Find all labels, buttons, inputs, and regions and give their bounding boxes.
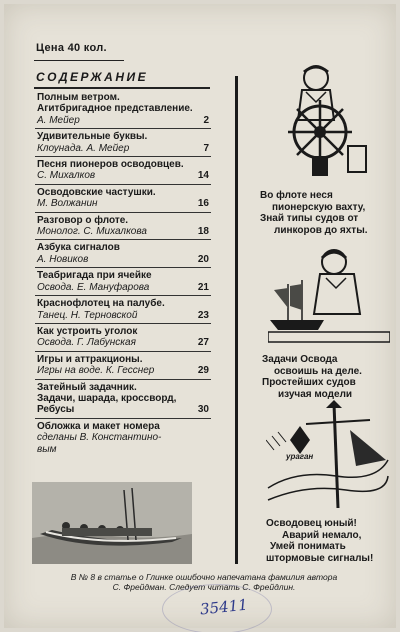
caption-line: Аварий немало, — [282, 529, 362, 541]
toc-entry-title: Удивительные буквы. — [37, 131, 148, 143]
toc-entry-page: 18 — [197, 226, 209, 238]
toc-entry — [37, 215, 209, 241]
toc-entry-title: Игры и аттракционы. — [37, 353, 143, 365]
toc-entry-author: Ребусы — [37, 404, 75, 416]
sailor-ship-model-illustration — [268, 244, 390, 344]
table-of-contents — [37, 92, 209, 460]
toc-entry-title: Обложка и макет номера — [37, 420, 160, 432]
price-label: Цена 40 кол. — [36, 42, 107, 54]
toc-entry-title: Затейный задачник. — [37, 381, 137, 393]
caption-line: Задачи Освода — [262, 354, 338, 365]
erratum-line: С. Фрейдман. Следует читать С. Фрейдлин. — [112, 582, 296, 592]
toc-entry-title: Осводовские частушки. — [37, 186, 156, 198]
toc-entry — [37, 159, 209, 185]
toc-entry-title: Песня пионеров осводовцев. — [37, 159, 184, 171]
toc-entry-page: 21 — [197, 281, 209, 293]
toc-entry-title: Краснофлотец на палубе. — [37, 298, 165, 310]
column-divider — [235, 76, 238, 564]
toc-entry-author: А. Мейер — [37, 114, 80, 126]
toc-entry — [37, 354, 209, 380]
toc-entry — [37, 326, 209, 352]
storm-signal-illustration — [266, 400, 390, 510]
toc-entry — [37, 382, 209, 419]
caption-line: Во флоте неся — [260, 190, 333, 201]
toc-entry — [37, 92, 209, 129]
toc-entry-author: Освода. Е. Мануфарова — [37, 281, 150, 293]
toc-entry-page: 20 — [197, 253, 209, 265]
caption-line: изучая модели — [278, 388, 353, 400]
toc-entry-page: 27 — [197, 337, 209, 349]
toc-entry — [37, 131, 209, 157]
caption-line: Осводовец юный! — [266, 518, 357, 529]
toc-entry-title: Как устроить уголок — [37, 325, 138, 337]
toc-entry-page: 30 — [197, 404, 209, 416]
toc-entry-author: М. Волжанин — [37, 198, 98, 210]
caption-line: Знай типы судов от — [260, 213, 359, 224]
toc-entry-author: Освода. Г. Лабунская — [37, 337, 136, 349]
illustration-label: ураган — [286, 452, 314, 461]
toc-heading-rule — [34, 87, 210, 89]
toc-entry-title: Разговор о флоте. — [37, 214, 129, 226]
toc-entry — [37, 270, 209, 296]
toc-entry-author: Игры на воде. К. Гесснер — [37, 365, 155, 377]
rowboat-photo — [32, 482, 192, 564]
caption-line: Простейших судов — [262, 377, 356, 388]
toc-entry-author: С. Михалков — [37, 170, 96, 182]
toc-entry-page: 16 — [197, 198, 209, 210]
toc-entry-page: 14 — [197, 170, 209, 182]
toc-entry-author: А. Новиков — [37, 253, 89, 265]
price-rule — [34, 60, 124, 61]
toc-entry-subtitle: Агитбригадное представление. — [37, 103, 193, 115]
toc-entry-title: Полным ветром. — [37, 92, 120, 103]
caption-first — [260, 190, 368, 236]
erratum-line: В № 8 в статье о Глинке ошибочно напечатана фамилия автора — [70, 572, 338, 582]
toc-entry — [37, 298, 209, 324]
caption-third — [266, 518, 373, 564]
toc-entry-author: Клоунада. А. Мейер — [37, 142, 130, 154]
toc-entry — [37, 187, 209, 213]
caption-line: штормовые сигналы! — [266, 552, 374, 564]
toc-entry — [37, 421, 209, 458]
toc-entry-subtitle: сделаны В. Константино- — [37, 432, 162, 444]
toc-entry-page: 7 — [203, 142, 209, 154]
toc-entry-page: 2 — [203, 114, 209, 126]
magazine-page — [4, 4, 396, 628]
caption-line: линкоров до яхты. — [274, 224, 368, 236]
toc-entry-subtitle: Задачи, шарада, кроссворд, — [37, 392, 177, 404]
sailor-helm-illustration — [276, 60, 386, 178]
caption-line: освоишь на деле. — [274, 365, 362, 377]
toc-entry-page: 23 — [197, 309, 209, 321]
caption-line: пионерскую вахту, — [272, 201, 366, 213]
toc-entry-page: 29 — [197, 365, 209, 377]
toc-entry-author: Танец. Н. Терновской — [37, 309, 138, 321]
toc-heading: СОДЕРЖАНИЕ — [36, 70, 149, 84]
toc-entry-title: Азбука сигналов — [37, 242, 120, 254]
toc-entry — [37, 242, 209, 268]
toc-entry-title: Теабригада при ячейке — [37, 270, 152, 282]
toc-entry-author: вым — [37, 443, 57, 455]
toc-entry-author: Монолог. С. Михалкова — [37, 226, 147, 238]
caption-second — [262, 354, 362, 400]
inventory-number: 35411 — [199, 595, 249, 619]
caption-line: Умей понимать — [270, 541, 346, 552]
